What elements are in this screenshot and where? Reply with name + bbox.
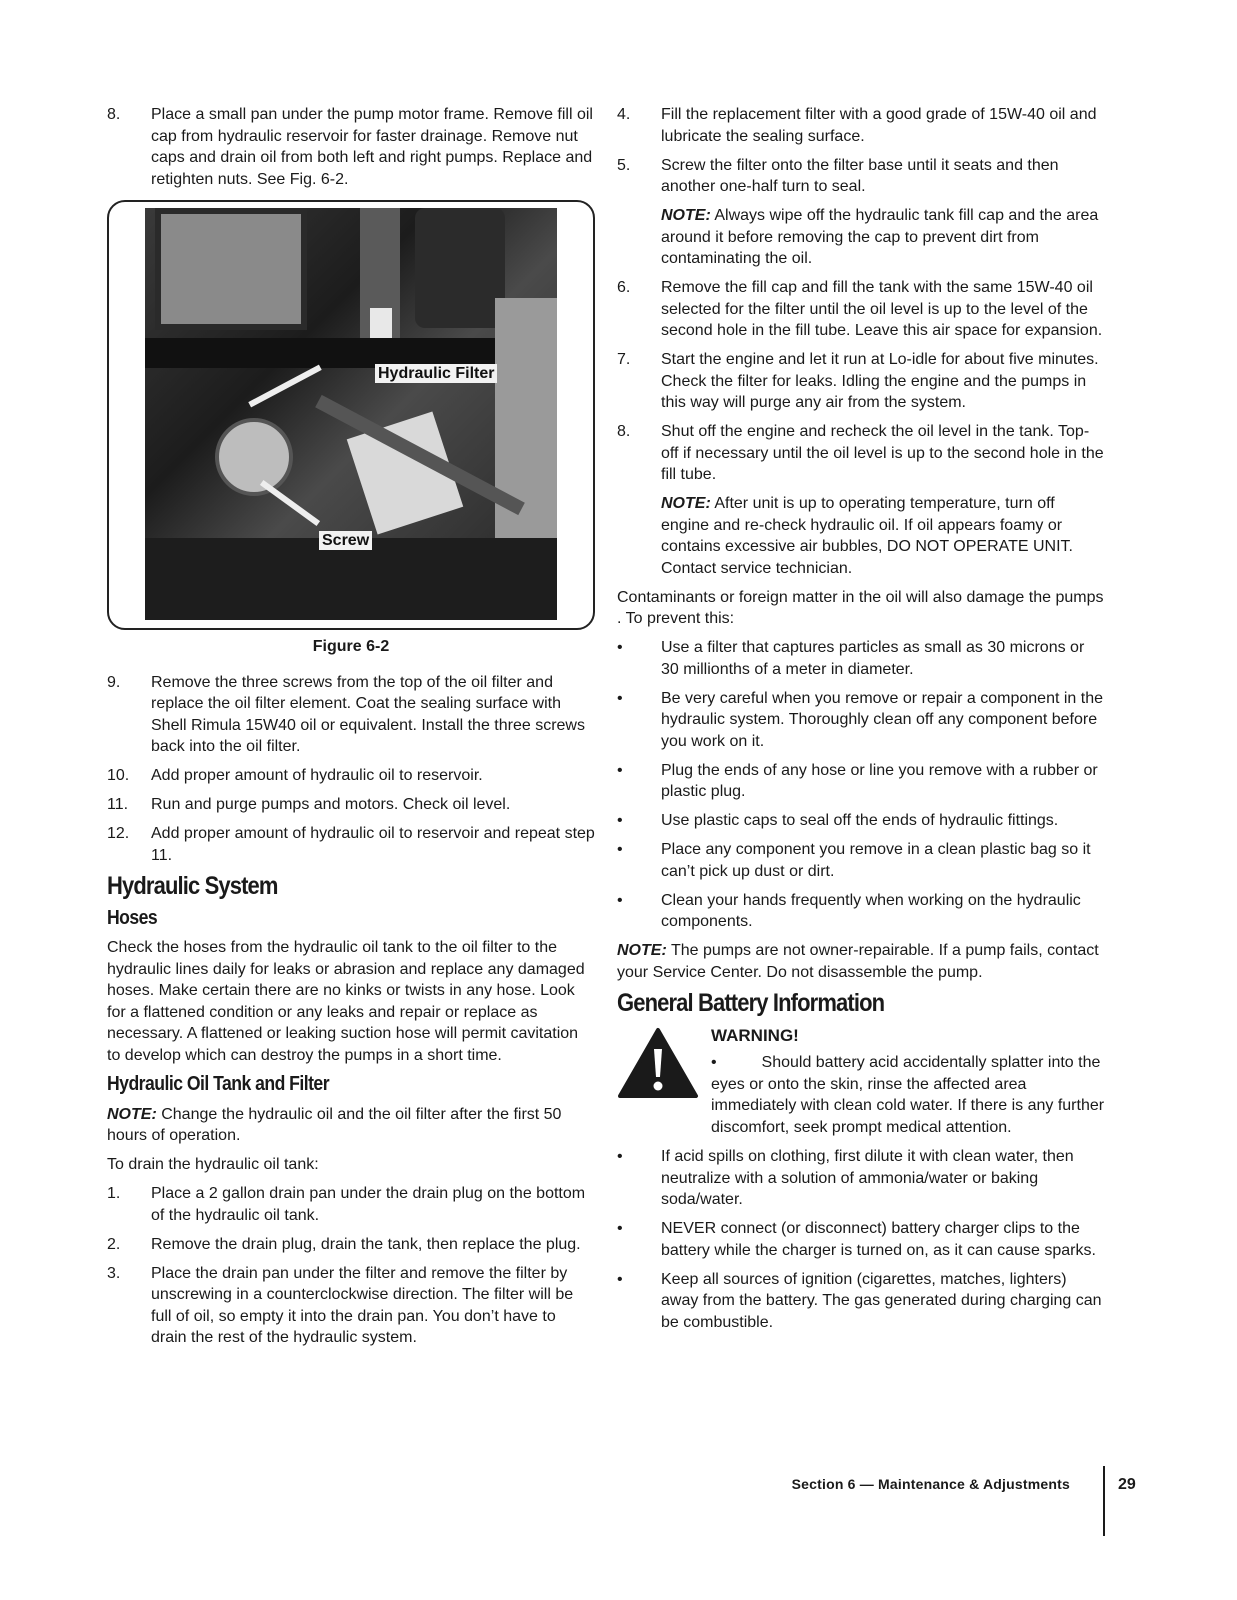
note-text: Change the hydraulic oil and the oil filter after the first 50 hours of operation.: [107, 1105, 562, 1144]
step-number: 1.: [107, 1185, 121, 1202]
list-item: [107, 1234, 595, 1256]
list-item: [617, 890, 1105, 933]
step-text: Remove the drain plug, drain the tank, then replace the plug.: [151, 1235, 581, 1253]
contaminants-paragraph: Contaminants or foreign matter in the oil will also damage the pumps . To prevent this:: [617, 588, 1104, 627]
step-number: 2.: [107, 1235, 121, 1253]
note-text: The pumps are not owner-repairable. If a pump fails, contact your Service Center. Do not disassemble the pump.: [617, 942, 1099, 981]
tank-note: [107, 1104, 595, 1147]
bullet-text: If acid spills on clothing, first dilute it with clean water, then neutralize with a solution of ammonia/water or baking soda/water.: [661, 1148, 1074, 1208]
footer-divider: [1103, 1466, 1105, 1536]
list-item: [617, 760, 1105, 803]
bullet-text: Clean your hands frequently when working on the hydraulic components.: [661, 891, 1081, 930]
list-item: [617, 810, 1105, 832]
step-number: 6.: [617, 279, 631, 296]
step-number: 10.: [107, 767, 130, 784]
list-item: [107, 794, 595, 816]
heading-hoses: Hoses: [107, 906, 158, 929]
note-text: After unit is up to operating temperature, turn off engine and re-check hydraulic oil. If oil appears foamy or contains excessive air bubbles, DO NOT OPERATE UNIT. Contact service technician.: [661, 495, 1073, 577]
step-text: Add proper amount of hydraulic oil to reservoir.: [151, 767, 483, 784]
step-number: 12.: [107, 825, 130, 842]
drain-intro: To drain the hydraulic oil tank:: [107, 1156, 319, 1173]
step-number: 5.: [617, 156, 631, 174]
note-label: NOTE:: [617, 942, 667, 959]
right-column: [617, 104, 1105, 1341]
note-label: NOTE:: [661, 495, 711, 512]
list-item: [617, 637, 1105, 680]
note-fill-cap: [661, 205, 1105, 270]
hydraulic-filter-photo: [145, 208, 557, 620]
pumps-note: [617, 940, 1105, 983]
note-label: NOTE:: [107, 1105, 157, 1123]
list-item: [107, 672, 595, 758]
bullet: •: [617, 812, 623, 829]
step-text: Start the engine and let it run at Lo-idle for about five minutes. Check the filter for leaks. Idling the engine and the pumps in this way will purge any air from the system.: [661, 351, 1099, 411]
section-footer: Section 6 — Maintenance & Adjustments: [791, 1476, 1070, 1492]
bullet-text: Use plastic caps to seal off the ends of hydraulic fittings.: [661, 812, 1059, 829]
bullet: •: [617, 761, 623, 779]
bullet: •: [617, 639, 623, 656]
step-text: Screw the filter onto the filter base until it seats and then another one-half turn to seal.: [661, 156, 1059, 195]
step-number: 11.: [107, 796, 129, 813]
step-text: Remove the three screws from the top of the oil filter and replace the oil filter element. Coat the sealing surface with Shell Rimula 15W40 oil or equivalent. Install the three screws back into the oil filter.: [151, 673, 585, 755]
bullet-text: Be very careful when you remove or repair a component in the hydraulic system. Thoroughly clean off any component before you work on it.: [661, 689, 1104, 750]
step-text: Fill the replacement filter with a good grade of 15W-40 oil and lubricate the sealing surface.: [661, 106, 1097, 145]
list-item: [617, 688, 1105, 753]
step-text: Place the drain pan under the filter and remove the filter by unscrewing in a counterclockwise direction. The filter will be full of oil, so empty it into the drain pan. You don’t have to drain the rest of the hydraulic system.: [151, 1264, 574, 1346]
figure-label-screw: Screw: [319, 531, 372, 550]
bullet-text: Keep all sources of ignition (cigarettes, matches, lighters) away from the battery. The gas generated during charging can be combustible.: [661, 1270, 1102, 1331]
step-7: [617, 349, 1105, 414]
step-text: Remove the fill cap and fill the tank with the same 15W-40 oil selected for the filter until the oil level is up to the level of the second hole in the fill tube. Leave this air space for expansion.: [661, 279, 1103, 339]
warning-first-bullet: [711, 1052, 1105, 1138]
bullet-text: Place any component you remove in a clean plastic bag so it can’t pick up dust or dirt.: [661, 841, 1091, 880]
warning-triangle-icon: [617, 1027, 699, 1099]
list-item: [107, 823, 595, 866]
list-item: [107, 1263, 595, 1349]
note-operating-temp: [661, 493, 1105, 579]
step-text: Add proper amount of hydraulic oil to reservoir and repeat step 11.: [151, 825, 595, 864]
bullet: •: [617, 891, 623, 909]
step-number: 8.: [617, 423, 631, 440]
bullet-text: Use a filter that captures particles as small as 30 microns or 30 millionths of a meter in diameter.: [661, 639, 1085, 678]
bullet-text: Should battery acid accidentally splatter into the eyes or onto the skin, rinse the affected area immediately with clean cold water. If there is any further discomfort, seek prompt medical attention.: [711, 1054, 1105, 1136]
step-number: 8.: [107, 106, 121, 123]
note-label: NOTE:: [661, 207, 711, 224]
step-text: Place a small pan under the pump motor frame. Remove fill oil cap from hydraulic reservoir for faster drainage. Remove nut caps and drain oil from both left and right pumps. Replace and retighten nuts. See Fig. 6-2.: [151, 106, 593, 188]
figure-label-hydraulic-filter: Hydraulic Filter: [375, 364, 497, 383]
steps-9-12: [107, 672, 595, 867]
step-number: 7.: [617, 351, 631, 368]
step-4: [617, 104, 1105, 147]
battery-warning: [617, 1025, 1105, 1139]
heading-oil-tank-filter: Hydraulic Oil Tank and Filter: [107, 1073, 330, 1095]
bullet: •: [617, 689, 623, 707]
bullet: •: [617, 1220, 623, 1237]
step-number: 9.: [107, 673, 121, 691]
list-item: [107, 1183, 595, 1226]
step-number: 3.: [107, 1264, 121, 1282]
left-column: [107, 104, 595, 1356]
bullet-text: Plug the ends of any hose or line you remove with a rubber or plastic plug.: [661, 761, 1098, 800]
warning-title: WARNING!: [711, 1025, 799, 1045]
list-item: [617, 1218, 1105, 1261]
step-number: 4.: [617, 106, 631, 123]
step-6: [617, 277, 1105, 342]
list-item: [107, 765, 595, 787]
bullet: •: [617, 841, 623, 858]
bullet: •: [617, 1270, 623, 1288]
list-item: [617, 1146, 1105, 1211]
step-text: Shut off the engine and recheck the oil level in the tank. Top-off if necessary until the oil level is up to the second hole in the fill tube.: [661, 423, 1104, 483]
bullet-text: NEVER connect (or disconnect) battery charger clips to the battery while the charger is turned on, as it can cause sparks.: [661, 1220, 1096, 1259]
prevention-bullets: [617, 637, 1105, 933]
step-8-right: [617, 421, 1105, 486]
step-text: Run and purge pumps and motors. Check oil level.: [151, 796, 511, 813]
note-text: Always wipe off the hydraulic tank fill cap and the area around it before removing the cap to prevent dirt from contaminating the oil.: [661, 207, 1099, 267]
drain-steps: [107, 1183, 595, 1349]
list-item: [617, 839, 1105, 882]
bullet: •: [617, 1148, 623, 1165]
heading-battery: General Battery Information: [617, 989, 885, 1017]
figure-6-2: [107, 200, 595, 630]
bullet: •: [711, 1054, 717, 1071]
step-text: Place a 2 gallon drain pan under the drain plug on the bottom of the hydraulic oil tank.: [151, 1185, 586, 1224]
step-8-left: [107, 104, 595, 190]
page-number: 29: [1118, 1476, 1136, 1493]
figure-caption: Figure 6-2: [312, 638, 390, 655]
step-5: [617, 155, 1105, 198]
list-item: [617, 1269, 1105, 1334]
battery-bullets: [617, 1146, 1105, 1333]
heading-hydraulic-system: Hydraulic System: [107, 872, 278, 900]
hoses-paragraph: Check the hoses from the hydraulic oil tank to the oil filter to the hydraulic lines daily for leaks or abrasion and replace any damaged hoses. Make certain there are no kinks or twists in any hose. Look for a flattened condition or any leaks and repair or replace as necessary. A flattened or leaking suction hose will permit cavitation to develop which can destroy the pumps in a short time.: [107, 939, 585, 1064]
